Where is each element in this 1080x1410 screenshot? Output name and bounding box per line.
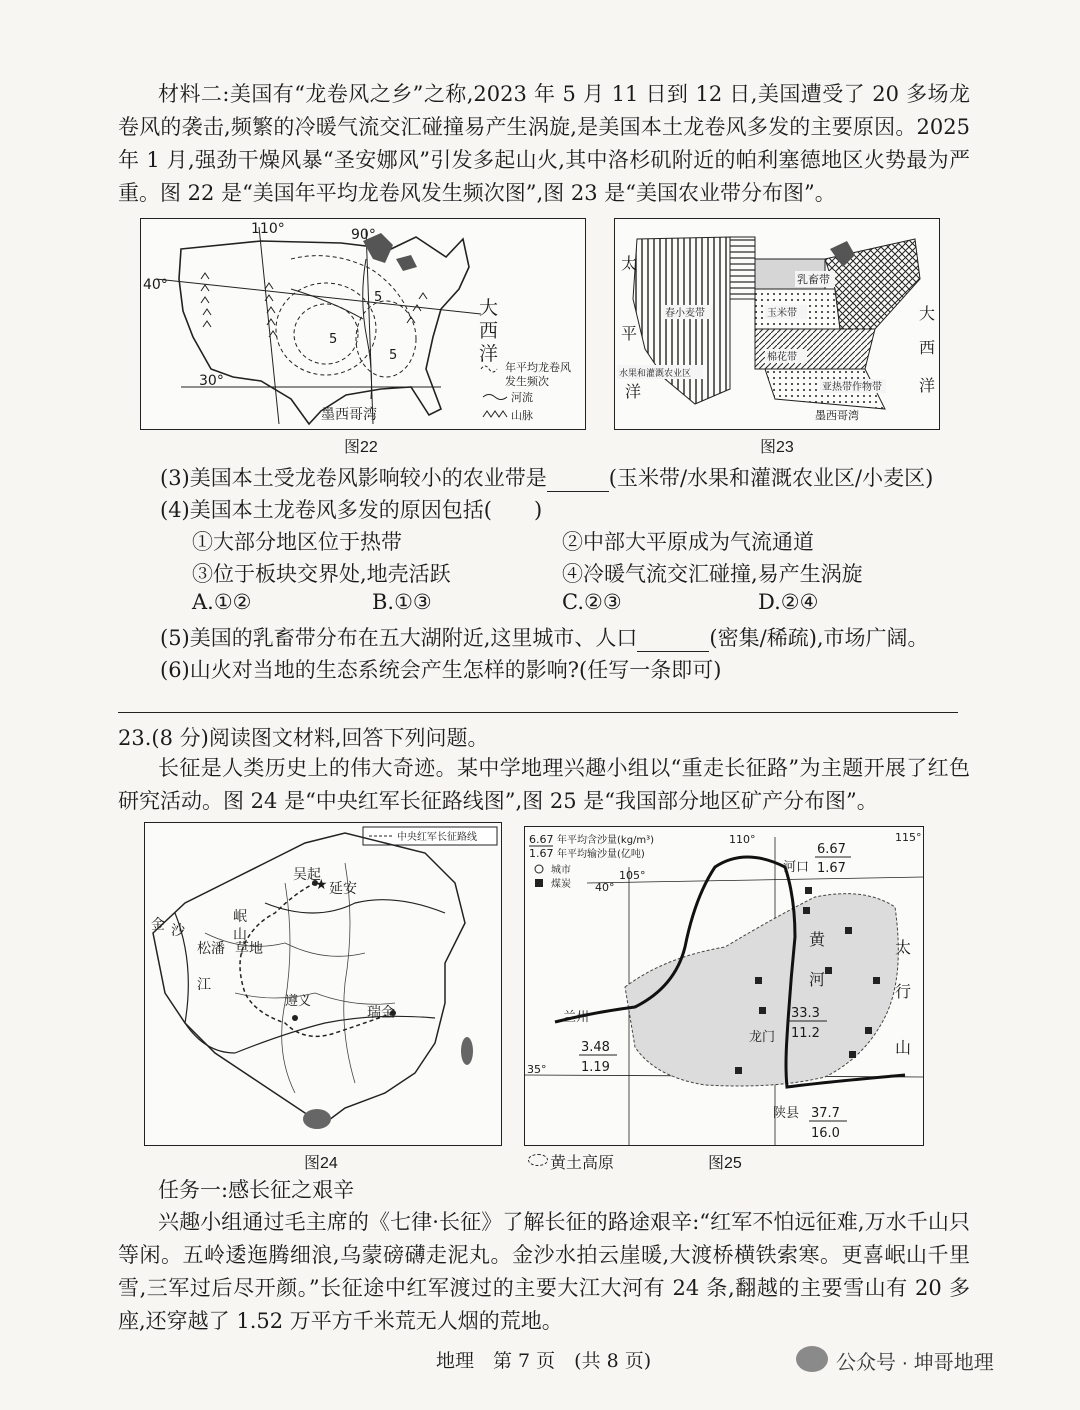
fig25-shan-char: 山 xyxy=(895,1038,912,1057)
q4-option-2: ②中部大平原成为气流通道 xyxy=(562,530,814,554)
fig25-mineral-map xyxy=(524,826,924,1146)
q6-text: (6)山火对当地的生态系统会产生怎样的影响?(任写一条即可) xyxy=(160,658,722,682)
fig22-legend-river: 河流 xyxy=(511,391,533,404)
fig22-iso-label-2: 5 xyxy=(329,332,338,347)
fig25-hang-char: 行 xyxy=(895,982,912,1001)
fig25-legend-v1: 6.67 xyxy=(529,833,554,846)
fig22-lon110: 110° xyxy=(251,221,285,237)
fig22-iso-label: 5 xyxy=(374,290,383,305)
fig24-zunyi: 遵义 xyxy=(285,994,312,1009)
q23-header: 23.(8 分)阅读图文材料,回答下列问题。 xyxy=(118,726,489,750)
q4-choice-a[interactable]: A.①② xyxy=(192,590,252,614)
q4-option-3: ③位于板块交界处,地壳活跃 xyxy=(192,562,451,586)
q5-suffix: (密集/稀疏),市场广阔。 xyxy=(709,626,929,650)
q4-choice-c[interactable]: C.②③ xyxy=(562,590,622,614)
fig24-legend: 中央红军长征路线 xyxy=(397,832,477,843)
fig25-loess-legend: 黄土高原 xyxy=(550,1155,615,1172)
fig24-long-march-map xyxy=(144,822,502,1146)
fig22-ocean-char3: 洋 xyxy=(479,343,499,365)
fig25-longmen: 龙门 xyxy=(749,1030,776,1045)
fig24-jiang-char: 江 xyxy=(197,977,211,993)
fig22-caption: 图22 xyxy=(344,439,378,456)
svg-text:★: ★ xyxy=(315,877,328,893)
section-divider xyxy=(118,712,958,713)
fig25-lon105: 105° xyxy=(619,869,646,882)
q4-option-1: ①大部分地区位于热带 xyxy=(192,530,402,554)
q3-prefix: (3)美国本土受龙卷风影响较小的农业带是 xyxy=(160,466,547,490)
fig24-wuqi: 吴起 xyxy=(293,867,321,883)
fig22-lat30: 30° xyxy=(199,373,224,389)
fig23-pacific-char2: 平 xyxy=(621,324,638,343)
fig24-caodi: 草地 xyxy=(235,941,263,957)
fig25-longmen-top: 33.3 xyxy=(791,1006,820,1021)
fig25-hekou-top: 6.67 xyxy=(817,842,846,857)
fig25-lon115: 115° xyxy=(895,831,922,844)
q5-line xyxy=(160,622,929,652)
fig25-legend-city: 城市 xyxy=(551,865,571,876)
fig25-legend-transport: 年平均输沙量(亿吨) xyxy=(557,849,645,860)
q4-choice-d[interactable]: D.②④ xyxy=(758,590,819,614)
fig23-atlantic-char2: 西 xyxy=(919,338,936,357)
fig23-us-agriculture-map xyxy=(614,218,940,430)
fig23-subtropical-label: 亚热带作物带 xyxy=(822,382,882,393)
fig22-legend-tornado: 年平均龙卷风 xyxy=(505,361,571,374)
fig22-legend-tornado-2: 发生频次 xyxy=(505,375,549,388)
fig22-legend-mountain: 山脉 xyxy=(511,409,533,422)
fig25-hekou-bottom: 1.67 xyxy=(817,861,846,876)
fig23-atlantic-char1: 大 xyxy=(919,304,936,323)
fig23-corn-label: 玉米带 xyxy=(767,308,797,319)
fig24-sha-char: 沙 xyxy=(171,923,185,939)
fig23-cotton-label: 棉花带 xyxy=(767,352,797,363)
fig25-lanzhou: 兰州 xyxy=(563,1010,590,1025)
task1-title: 任务一:感长征之艰辛 xyxy=(158,1178,355,1202)
page-footer: 地理 第 7 页 (共 8 页) xyxy=(436,1350,652,1372)
fig24-min-char2: 山 xyxy=(233,927,247,943)
q3-suffix: (玉米带/水果和灌溉农业区/小麦区) xyxy=(608,466,934,490)
task1-text: 兴趣小组通过毛主席的《七律·长征》了解长征的路途艰辛:“红军不怕远征难,万水千山只等闲。五岭逶迤腾细浪,乌蒙磅礴走泥丸。金沙水拍云崖暖,大渡桥横铁索寒。更喜岷山千里雪,三军过后尽开颜。”长征途中红军渡过的主要大江大河有 24 条,翻越的主要雪山有 20 多座,还穿越了 1.52 万平方千米荒无人烟的荒地。 xyxy=(118,1210,970,1333)
fig24-ruijin: 瑞金 xyxy=(367,1005,395,1021)
watermark: 公众号 · 坤哥地理 xyxy=(836,1352,994,1374)
fig25-huang-char: 黄 xyxy=(809,930,826,949)
q3-line xyxy=(160,462,933,492)
fig22-iso-label-3: 5 xyxy=(389,348,398,363)
fig24-songpan: 松潘 xyxy=(197,941,225,957)
fig24-yanan: 延安 xyxy=(329,881,357,897)
fig25-lon110: 110° xyxy=(729,833,756,846)
fig23-gulf: 墨西哥湾 xyxy=(815,409,859,422)
fig25-tai-char: 太 xyxy=(895,938,912,957)
q5-prefix: (5)美国的乳畜带分布在五大湖附近,这里城市、人口 xyxy=(160,626,638,650)
q23-intro: 长征是人类历史上的伟大奇迹。某中学地理兴趣小组以“重走长征路”为主题开展了红色研究活动。图 24 是“中央红军长征路线图”,图 25 是“我国部分地区矿产分布图”。 xyxy=(118,756,970,813)
fig25-shanxian-bottom: 16.0 xyxy=(811,1126,840,1141)
fig25-he-char: 河 xyxy=(809,970,826,989)
fig23-wheat-label: 春小麦带 xyxy=(665,308,705,319)
q4-option-4: ④冷暖气流交汇碰撞,易产生涡旋 xyxy=(562,562,863,586)
wechat-icon xyxy=(796,1346,828,1372)
q3-answer-blank[interactable] xyxy=(547,471,609,492)
fig25-legend-coal: 煤炭 xyxy=(551,879,571,890)
q5-answer-blank[interactable] xyxy=(637,631,709,652)
fig22-us-tornado-map xyxy=(140,218,586,430)
fig23-fruit-label: 水果和灌溉农业区 xyxy=(619,369,692,379)
fig25-lat35: 35° xyxy=(527,1063,547,1076)
fig23-pacific-char3: 洋 xyxy=(625,382,642,401)
q4-stem: (4)美国本土龙卷风多发的原因包括( ) xyxy=(160,498,543,522)
fig25-lanzhou-top: 3.48 xyxy=(581,1040,610,1055)
fig25-longmen-bottom: 11.2 xyxy=(791,1026,820,1041)
fig23-atlantic-char3: 洋 xyxy=(919,376,936,395)
fig24-jin-char: 金 xyxy=(151,917,165,933)
fig25-shanxian: 陕县 xyxy=(773,1106,800,1121)
fig24-min-char1: 岷 xyxy=(233,909,247,925)
fig25-loess-legend-icon xyxy=(528,1154,548,1166)
fig25-legend-sediment: 年平均含沙量(kg/m³) xyxy=(557,835,655,846)
fig22-gulf: 墨西哥湾 xyxy=(321,407,377,423)
fig25-lanzhou-bottom: 1.19 xyxy=(581,1060,610,1075)
q4-choice-b[interactable]: B.①③ xyxy=(372,590,432,614)
fig23-dairy-label: 乳畜带 xyxy=(797,273,830,286)
fig25-hekou: 河口 xyxy=(783,860,810,875)
fig25-legend-v2: 1.67 xyxy=(529,847,554,860)
fig23-caption: 图23 xyxy=(760,439,794,456)
fig22-ocean-char2: 西 xyxy=(479,320,499,342)
fig25-shanxian-top: 37.7 xyxy=(811,1106,840,1121)
fig24-caption: 图24 xyxy=(304,1155,338,1172)
fig22-ocean-char1: 大 xyxy=(479,297,499,319)
fig22-lon90: 90° xyxy=(351,227,376,243)
material2-text: 材料二:美国有“龙卷风之乡”之称,2023 年 5 月 11 日到 12 日,美国遭受了 20 多场龙卷风的袭击,频繁的冷暖气流交汇碰撞易产生涡旋,是美国本土龙卷风多发的主要原因。2025 年 1 月,强劲干燥风暴“圣安娜风”引发多起山火,其中洛杉矶附近的帕利塞德地区火势最为严重。图 22 是“美国年平均龙卷风发生频次图”,图 23 是“美国农业带分布图”。 xyxy=(118,82,970,205)
fig25-lat40: 40° xyxy=(595,881,615,894)
fig23-pacific-char1: 太 xyxy=(621,254,638,273)
fig22-lat40: 40° xyxy=(143,277,168,293)
fig25-caption: 图25 xyxy=(708,1155,742,1172)
